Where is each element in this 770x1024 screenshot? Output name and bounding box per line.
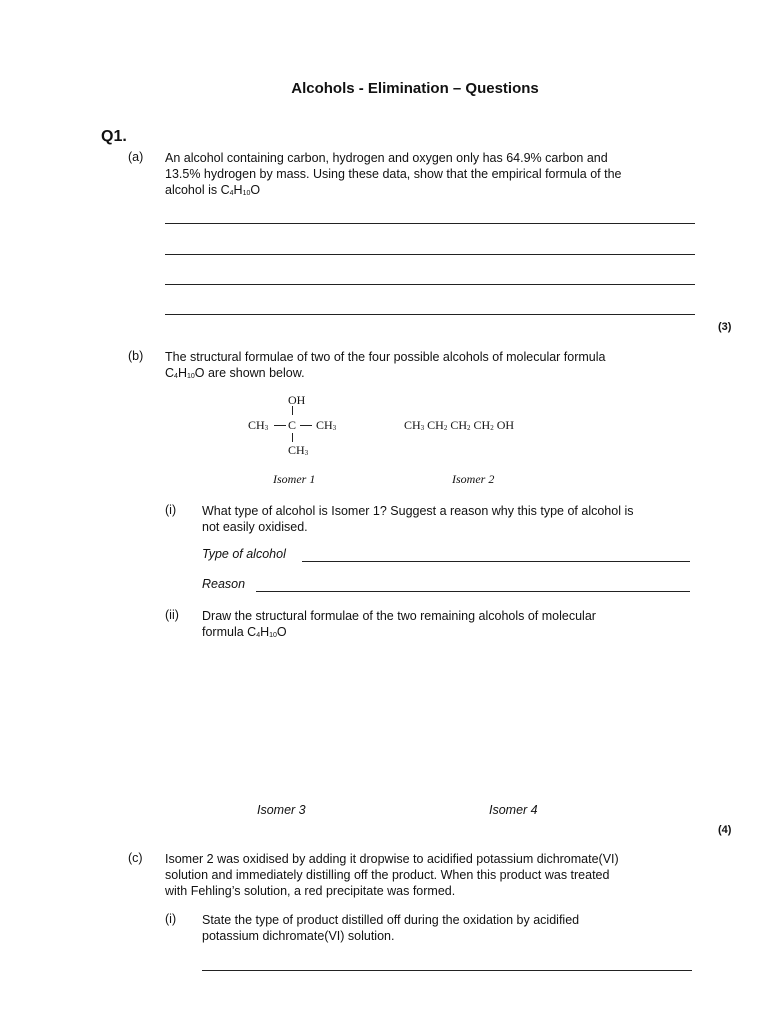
type-of-alcohol-label: Type of alcohol	[202, 547, 286, 561]
question-number: Q1.	[101, 128, 127, 145]
structure1-oh: OH	[288, 393, 306, 407]
answer-line[interactable]	[165, 223, 695, 224]
structure1-right: $CH_3$	[316, 418, 337, 432]
part-b-i-text: What type of alcohol is Isomer 1? Suggest a reason why this type of alcohol is not easily oxidised.	[202, 504, 634, 534]
reason-line[interactable]	[256, 591, 690, 592]
answer-line[interactable]	[165, 284, 695, 285]
structure1-center: C	[288, 418, 297, 432]
part-a-label: (a)	[128, 150, 144, 164]
answer-line[interactable]	[165, 254, 695, 255]
structure1-bottom: $CH_3$	[288, 443, 309, 457]
structure1-bond-top	[292, 406, 293, 415]
isomer1-label: Isomer 1	[273, 472, 316, 486]
part-b-text: The structural formulae of two of the four possible alcohols of molecular formula $C_4H_{10}O$ are shown below.	[165, 350, 606, 380]
part-c-label: (c)	[128, 851, 143, 865]
part-b-ii-label: (ii)	[165, 608, 179, 622]
structure2-formula: $CH_3$ $CH_2$ $CH_2$ $CH_2$ OH	[404, 418, 515, 432]
type-of-alcohol-line[interactable]	[302, 561, 690, 562]
part-a-text	[165, 150, 700, 202]
answer-line[interactable]	[202, 970, 692, 971]
marks-a: (3)	[718, 321, 732, 333]
isomer3-label: Isomer 3	[257, 803, 306, 817]
part-b-i-label: (i)	[165, 503, 177, 517]
structure1-left: $CH_3$	[248, 418, 269, 432]
part-c-i-label: (i)	[165, 912, 177, 926]
structure1-bond-right	[300, 425, 312, 426]
part-b-ii-text: Draw the structural formulae of the two remaining alcohols of molecular formula $C_4H_{10}O$	[202, 609, 596, 639]
part-a-text-line1: An alcohol containing carbon, hydrogen and oxygen only has 64.9% carbon and	[165, 151, 608, 165]
part-c-i-text: State the type of product distilled off during the oxidation by acidified potassium dichromate(VI) solution.	[202, 913, 580, 943]
page-title: Alcohols - Elimination – Questions	[291, 80, 539, 97]
reason-label: Reason	[202, 577, 246, 591]
part-b-label: (b)	[128, 349, 144, 363]
isomer4-label: Isomer 4	[489, 803, 538, 817]
part-a-text-line2: 13.5% hydrogen by mass. Using these data, show that the empirical formula of the	[165, 167, 622, 181]
answer-line[interactable]	[165, 314, 695, 315]
marks-b: (4)	[718, 824, 732, 836]
part-c-text: Isomer 2 was oxidised by adding it dropwise to acidified potassium dichromate(VI) solution and immediately distilling off the product. When this product was treated with Fehling’s solution, a red precipitate was formed.	[165, 852, 619, 898]
isomer2-label: Isomer 2	[452, 472, 495, 486]
part-a-text-line3: alcohol is $C_4H_{10}O$	[165, 183, 261, 197]
structure1-bond-bottom	[292, 433, 293, 442]
structure1-bond-left	[274, 425, 286, 426]
